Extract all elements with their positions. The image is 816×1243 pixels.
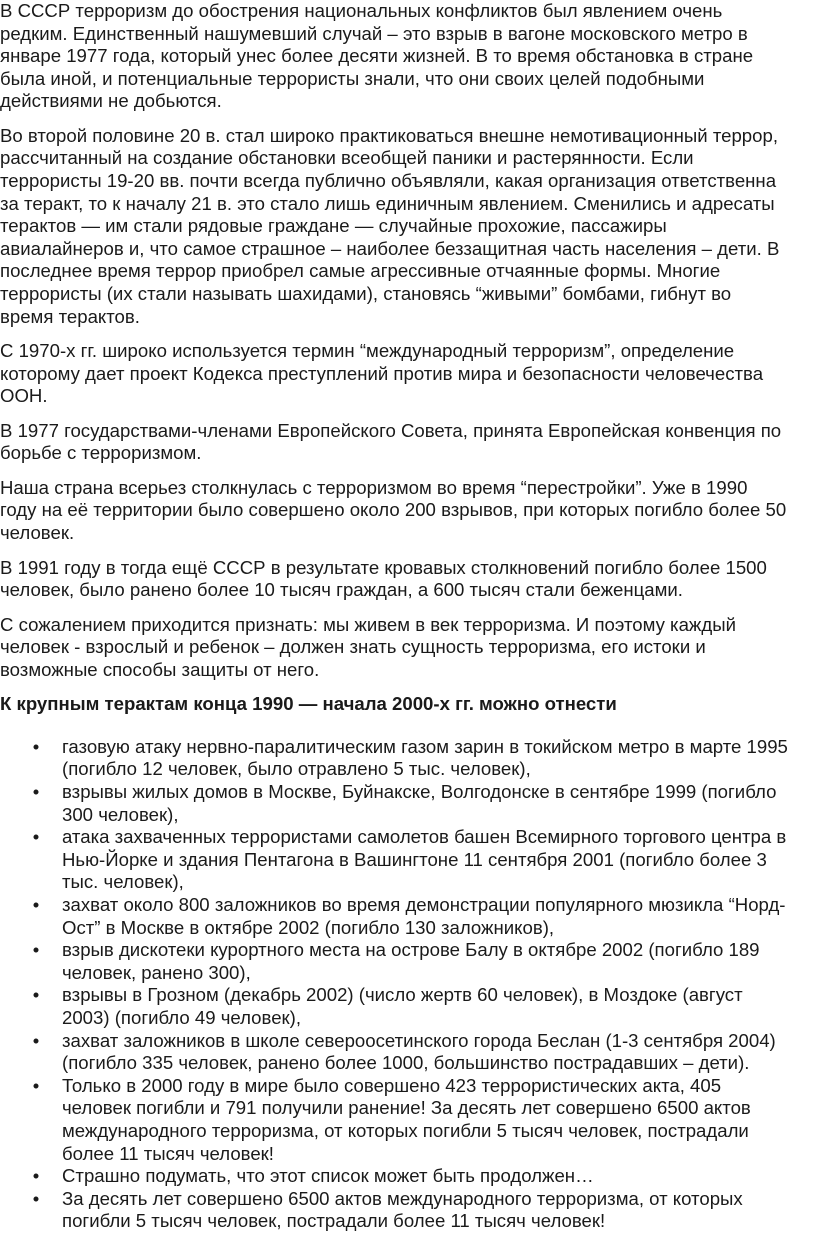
- paragraph: [0, 477, 816, 545]
- text-line: человек, ранено 300),: [62, 961, 251, 983]
- text-line: погибли 5 тысяч человек, пострадали более 11 тысяч человек!: [62, 1210, 606, 1232]
- list-item: [0, 781, 816, 826]
- list-item-text: [62, 781, 816, 826]
- text-line: газовую атаку нервно-паралитическим газом зарин в токийском метро в марте 1995: [62, 735, 788, 757]
- list-item-text: [62, 1188, 816, 1233]
- text-line: Ост” в Москве в октябре 2002 (погибло 130 заложников),: [62, 916, 555, 938]
- text-line: Страшно подумать, что этот список может быть продолжен…: [62, 1165, 594, 1187]
- bullet-icon: •: [32, 781, 40, 803]
- bullet-icon: •: [32, 1074, 40, 1096]
- text-line: С сожалением приходится признать: мы живем в век терроризма. И поэтому каждый: [0, 613, 736, 635]
- bullet-icon: •: [32, 1029, 40, 1051]
- text-line: 2003) (погибло 49 человек),: [62, 1006, 302, 1028]
- list-item: [0, 1030, 816, 1075]
- text-line: С 1970-х гг. широко используется термин “международный терроризм”, определение: [0, 340, 735, 362]
- text-line: которому дает проект Кодекса преступлений против мира и безопасности человечества: [0, 362, 764, 384]
- list-item-text: [62, 984, 816, 1029]
- text-line: В 1977 государствами-членами Европейского Совета, принята Европейская конвенция по: [0, 419, 782, 441]
- text-line: авиалайнеров и, что самое страшное – наиболее беззащитная часть населения – дети. В: [0, 237, 780, 259]
- text-line: захват заложников в школе североосетинского города Беслан (1-3 сентября 2004): [62, 1029, 776, 1051]
- text-line: захват около 800 заложников во время демонстрации популярного мюзикла “Норд-: [62, 894, 786, 916]
- section-heading: К крупным терактам конца 1990 — начала 2000-х гг. можно отнести: [0, 693, 617, 715]
- text-line: человек.: [0, 522, 75, 544]
- list-item-text: [62, 1030, 816, 1075]
- text-line: человек - взрослый и ребенок – должен знать сущность терроризма, его истоки и: [0, 636, 706, 658]
- list-item: [0, 826, 816, 894]
- text-line: (погибло 12 человек, было отравлено 5 тыс. человек),: [62, 758, 531, 780]
- text-line: За десять лет совершено 6500 актов международного терроризма, от которых: [62, 1187, 743, 1209]
- text-line: Нью-Йорке и здания Пентагона в Вашингтоне 11 сентября 2001 (погибло более 3: [62, 848, 767, 870]
- text-line: террористы 19-20 вв. почти всегда публично объявляли, какая организация ответственна: [0, 170, 777, 192]
- list-item: [0, 894, 816, 939]
- text-line: 300 человек),: [62, 803, 179, 825]
- text-line: взрывы жилых домов в Москве, Буйнакске, Волгодонске в сентябре 1999 (погибло: [62, 781, 777, 803]
- list-item: [0, 736, 816, 781]
- text-line: взрывы в Грозном (декабрь 2002) (число жертв 60 человек), в Моздоке (август: [62, 984, 743, 1006]
- attacks-list: [0, 736, 816, 1233]
- text-line: терактов — им стали рядовые граждане — случайные прохожие, пассажиры: [0, 215, 667, 237]
- text-line: атака захваченных террористами самолетов башен Всемирного торгового центра в: [62, 826, 787, 848]
- text-line: возможные способы защиты от него.: [0, 658, 320, 680]
- list-item-text: [62, 826, 816, 894]
- paragraph: [0, 340, 816, 408]
- text-line: за теракт, то к началу 21 в. это стало лишь единичным явлением. Сменились и адресаты: [0, 192, 775, 214]
- list-item-text: [62, 894, 816, 939]
- bullet-icon: •: [32, 894, 40, 916]
- paragraph: [0, 614, 816, 682]
- text-line: редким. Единственный нашумевший случай – это взрыв в вагоне московского метро в: [0, 22, 748, 44]
- bullet-icon: •: [32, 735, 40, 757]
- bullet-icon: •: [32, 1165, 40, 1187]
- paragraph: [0, 0, 816, 113]
- text-line: последнее время террор приобрел самые агрессивные отчаянные формы. Многие: [0, 260, 721, 282]
- text-line: время терактов.: [0, 305, 140, 327]
- paragraph: [0, 125, 816, 328]
- bullet-icon: •: [32, 984, 40, 1006]
- bullet-icon: •: [32, 826, 40, 848]
- text-line: была иной, и потенциальные террористы знали, что они своих целей подобными: [0, 67, 705, 89]
- list-item: [0, 1165, 816, 1188]
- text-line: действиями не добьются.: [0, 90, 222, 112]
- bullet-icon: •: [32, 1187, 40, 1209]
- list-item: [0, 1075, 816, 1165]
- text-line: Наша страна всерьез столкнулась с терроризмом во время “перестройки”. Уже в 1990: [0, 476, 748, 498]
- text-line: ООН.: [0, 385, 48, 407]
- list-item: [0, 1188, 816, 1233]
- bullet-icon: •: [32, 939, 40, 961]
- text-line: В СССР терроризм до обострения национальных конфликтов был явлением очень: [0, 0, 723, 21]
- text-line: (погибло 335 человек, ранено более 1000, большинство пострадавших – дети).: [62, 1052, 750, 1074]
- list-item: [0, 939, 816, 984]
- text-line: борьбе с терроризмом.: [0, 442, 202, 464]
- paragraph: [0, 557, 816, 602]
- text-line: Во второй половине 20 в. стал широко практиковаться внешне немотивационный террор,: [0, 124, 778, 146]
- text-line: террористы (их стали называть шахидами), становясь “живыми” бомбами, гибнут во: [0, 283, 732, 305]
- text-line: году на её территории было совершено около 200 взрывов, при которых погибло более 50: [0, 499, 787, 521]
- list-item: [0, 984, 816, 1029]
- text-line: В 1991 году в тогда ещё СССР в результате кровавых столкновений погибло более 1500: [0, 556, 767, 578]
- list-item-text: [62, 736, 816, 781]
- text-line: январе 1977 года, который унес более десяти жизней. В то время обстановка в стране: [0, 45, 754, 67]
- text-line: международного терроризма, от которых погибли 5 тысяч человек, пострадали: [62, 1119, 749, 1141]
- list-item-text: [62, 1075, 816, 1165]
- text-line: человек погибли и 791 получили ранение! За десять лет совершено 6500 актов: [62, 1097, 751, 1119]
- list-item-text: [62, 1165, 816, 1188]
- text-line: человек, было ранено более 10 тысяч граждан, а 600 тысяч стали беженцами.: [0, 579, 683, 601]
- list-item-text: [62, 939, 816, 984]
- paragraph: [0, 420, 816, 465]
- text-line: взрыв дискотеки курортного места на острове Балу в октябре 2002 (погибло 189: [62, 939, 760, 961]
- text-line: тыс. человек),: [62, 871, 184, 893]
- text-line: рассчитанный на создание обстановки всеобщей паники и растерянности. Если: [0, 147, 694, 169]
- text-line: Только в 2000 году в мире было совершено 423 террористических акта, 405: [62, 1074, 722, 1096]
- text-line: более 11 тысяч человек!: [62, 1142, 274, 1164]
